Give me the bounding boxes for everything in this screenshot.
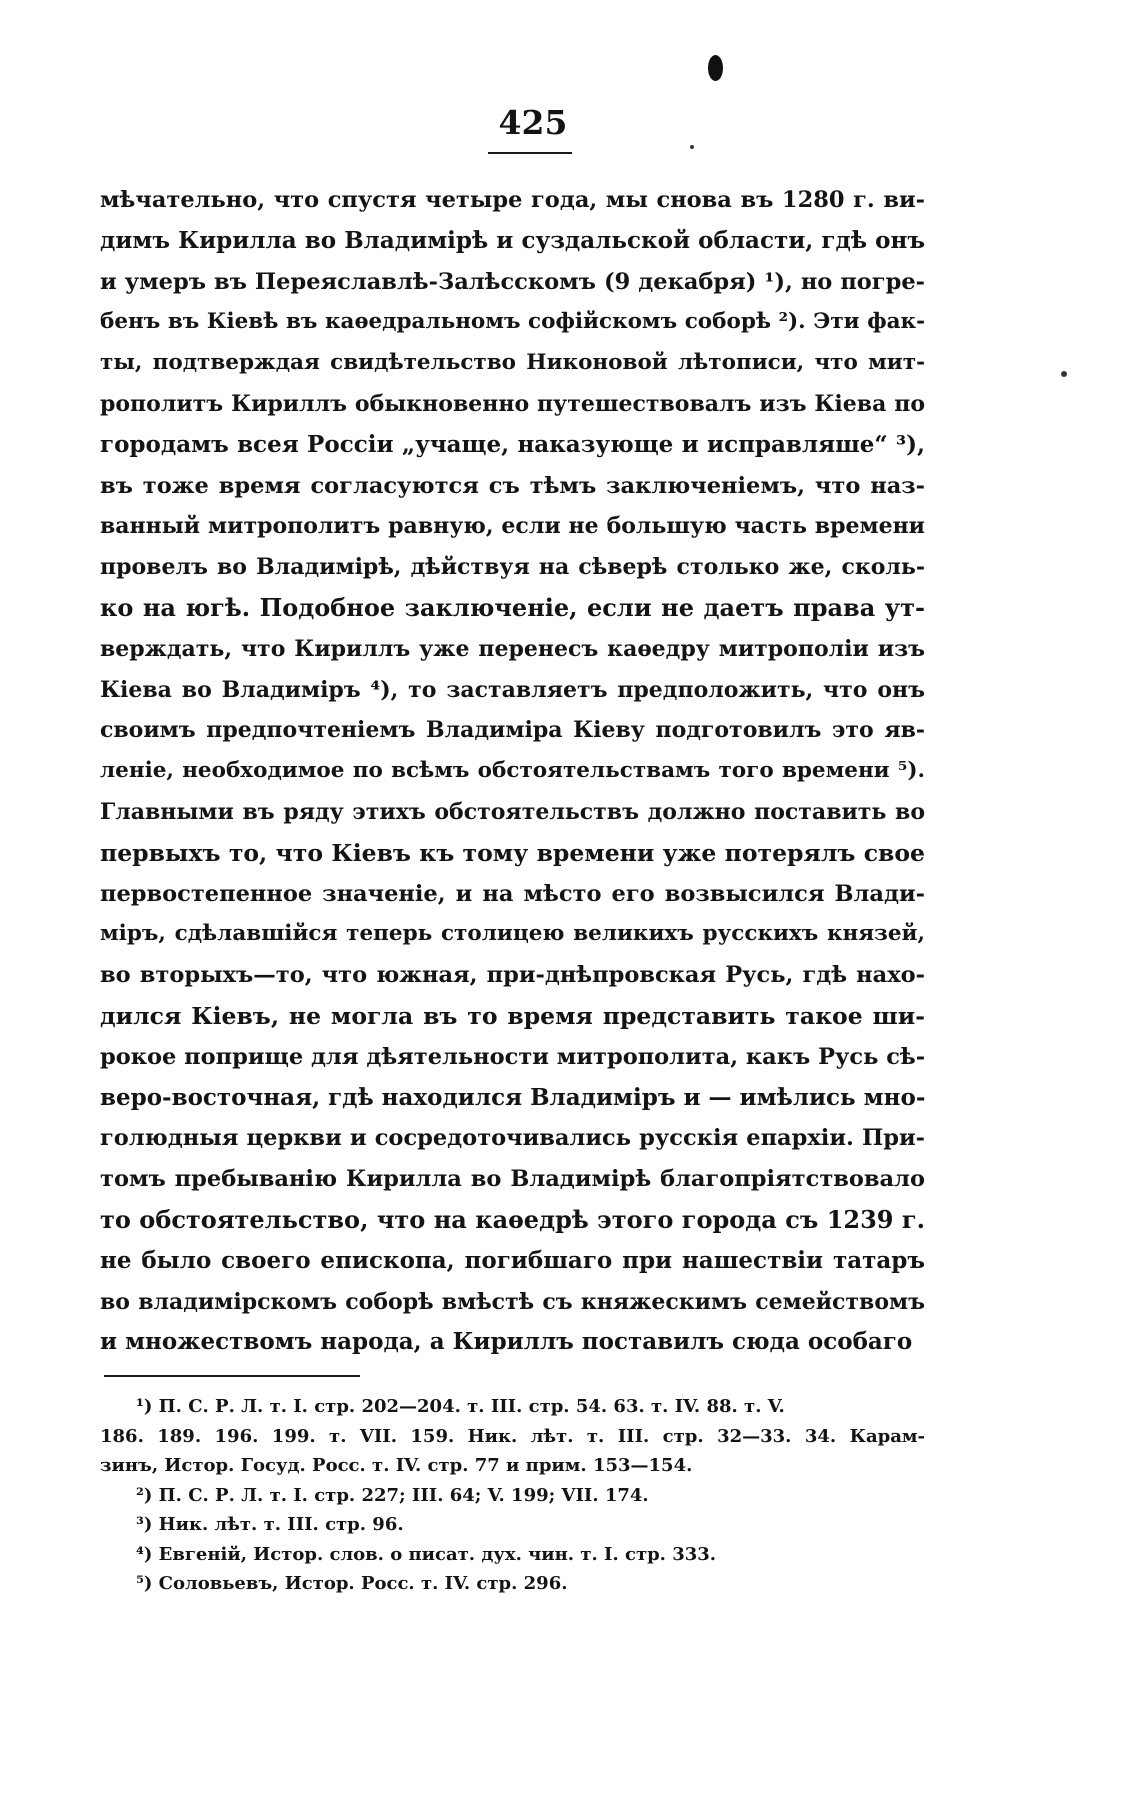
text-line: Кіева во Владиміръ ⁴), то заставляетъ предположить, что онъ	[100, 676, 925, 703]
text-line: и умеръ въ Переяславлѣ-Залѣсскомъ (9 декабря) ¹), но погре-	[100, 268, 925, 295]
text-line: ты, подтверждая свидѣтельство Никоновой лѣтописи, что мит-	[100, 350, 925, 376]
text-line: то обстоятельство, что на каѳедрѣ этого города съ 1239 г.	[100, 1204, 925, 1234]
text-line: веро-восточная, гдѣ находился Владиміръ и — имѣлись мно-	[100, 1083, 926, 1111]
text-line: бенъ въ Кіевѣ въ каѳедральномъ софійскомъ соборѣ ²). Эти фак-	[100, 309, 925, 335]
text-line: мѣчательно, что спустя четыре года, мы снова въ 1280 г. ви-	[100, 187, 925, 213]
text-line: голюдныя церкви и сосредоточивались русскія епархіи. При-	[100, 1125, 925, 1152]
ink-blot	[708, 55, 723, 81]
page-number: 425	[498, 103, 568, 142]
text-line: леніе, необходимое по всѣмъ обстоятельствамъ того времени ⁵).	[100, 758, 925, 784]
text-line: провелъ во Владимірѣ, дѣйствуя на сѣверѣ столько же, сколь-	[100, 554, 925, 581]
text-line: томъ пребыванію Кирилла во Владимірѣ благопріятствовало	[100, 1166, 925, 1193]
text-line: въ тоже время согласуются съ тѣмъ заключеніемъ, что наз-	[100, 472, 925, 499]
footnote-line: ³) Ник. лѣт. т. III. стр. 96.	[136, 1514, 404, 1535]
text-line: не было своего епископа, погибшаго при нашествіи татаръ	[100, 1246, 925, 1274]
footnote-line: ⁴) Евгеній, Истор. слов. о писат. дух. чин. т. I. стр. 333.	[136, 1543, 717, 1565]
page-speck	[1061, 371, 1067, 377]
text-line: рополитъ Кириллъ обыкновенно путешествовалъ изъ Кіева по	[100, 390, 925, 417]
footnote-line: 186. 189. 196. 199. т. VII. 159. Ник. лѣт. т. III. стр. 32—33. 34. Карам-	[100, 1425, 925, 1447]
text-line: городамъ всея Россіи „учаще, наказующе и исправляше“ ³),	[100, 430, 925, 458]
footnote-line: ⁵) Соловьевъ, Истор. Росс. т. IV. стр. 296.	[136, 1573, 568, 1594]
page-speck	[690, 145, 694, 149]
footnote-line: ²) П. С. Р. Л. т. I. стр. 227; III. 64; V. 199; VII. 174.	[136, 1484, 649, 1506]
footnote-line: зинъ, Истор. Госуд. Росс. т. IV. стр. 77 и прим. 153—154.	[100, 1455, 693, 1476]
text-line: димъ Кирилла во Владимірѣ и суздальской области, гдѣ онъ	[100, 226, 925, 254]
text-line: во владимірскомъ соборѣ вмѣстѣ съ княжескимъ семействомъ	[100, 1288, 925, 1315]
text-line: верждать, что Кириллъ уже перенесъ каѳедру митрополіи изъ	[100, 635, 925, 662]
text-line: во вторыхъ—то, что южная, при-днѣпровская Русь, гдѣ нахо-	[100, 962, 925, 989]
text-line: міръ, сдѣлавшійся теперь столицею великихъ русскихъ князей,	[100, 921, 925, 947]
footnotes	[100, 1392, 925, 1599]
body-text	[100, 180, 925, 1363]
text-line: дился Кіевъ, не могла въ то время представить такое ши-	[100, 1001, 925, 1030]
text-line: Главными въ ряду этихъ обстоятельствъ должно поставить во	[100, 798, 925, 825]
page-number-rule	[488, 152, 572, 154]
text-line: рокое поприще для дѣятельности митрополита, какъ Русь сѣ-	[100, 1043, 926, 1070]
text-line: и множествомъ народа, а Кириллъ поставилъ сюда особаго	[100, 1328, 913, 1356]
text-line: своимъ предпочтеніемъ Владиміра Кіеву подготовилъ это яв-	[100, 717, 925, 744]
text-line: ванный митрополитъ равную, если не большую часть времени	[100, 513, 925, 540]
footnote-line: ¹) П. С. Р. Л. т. I. стр. 202—204. т. III. стр. 54. 63. т. IV. 88. т. V.	[136, 1396, 785, 1417]
text-line: первыхъ то, что Кіевъ къ тому времени уже потерялъ свое	[100, 838, 925, 867]
footnote-separator	[104, 1375, 360, 1377]
text-line: ко на югѣ. Подобное заключеніе, если не даетъ права ут-	[100, 592, 925, 622]
text-line: первостепенное значеніе, и на мѣсто его возвысился Влади-	[100, 880, 925, 907]
